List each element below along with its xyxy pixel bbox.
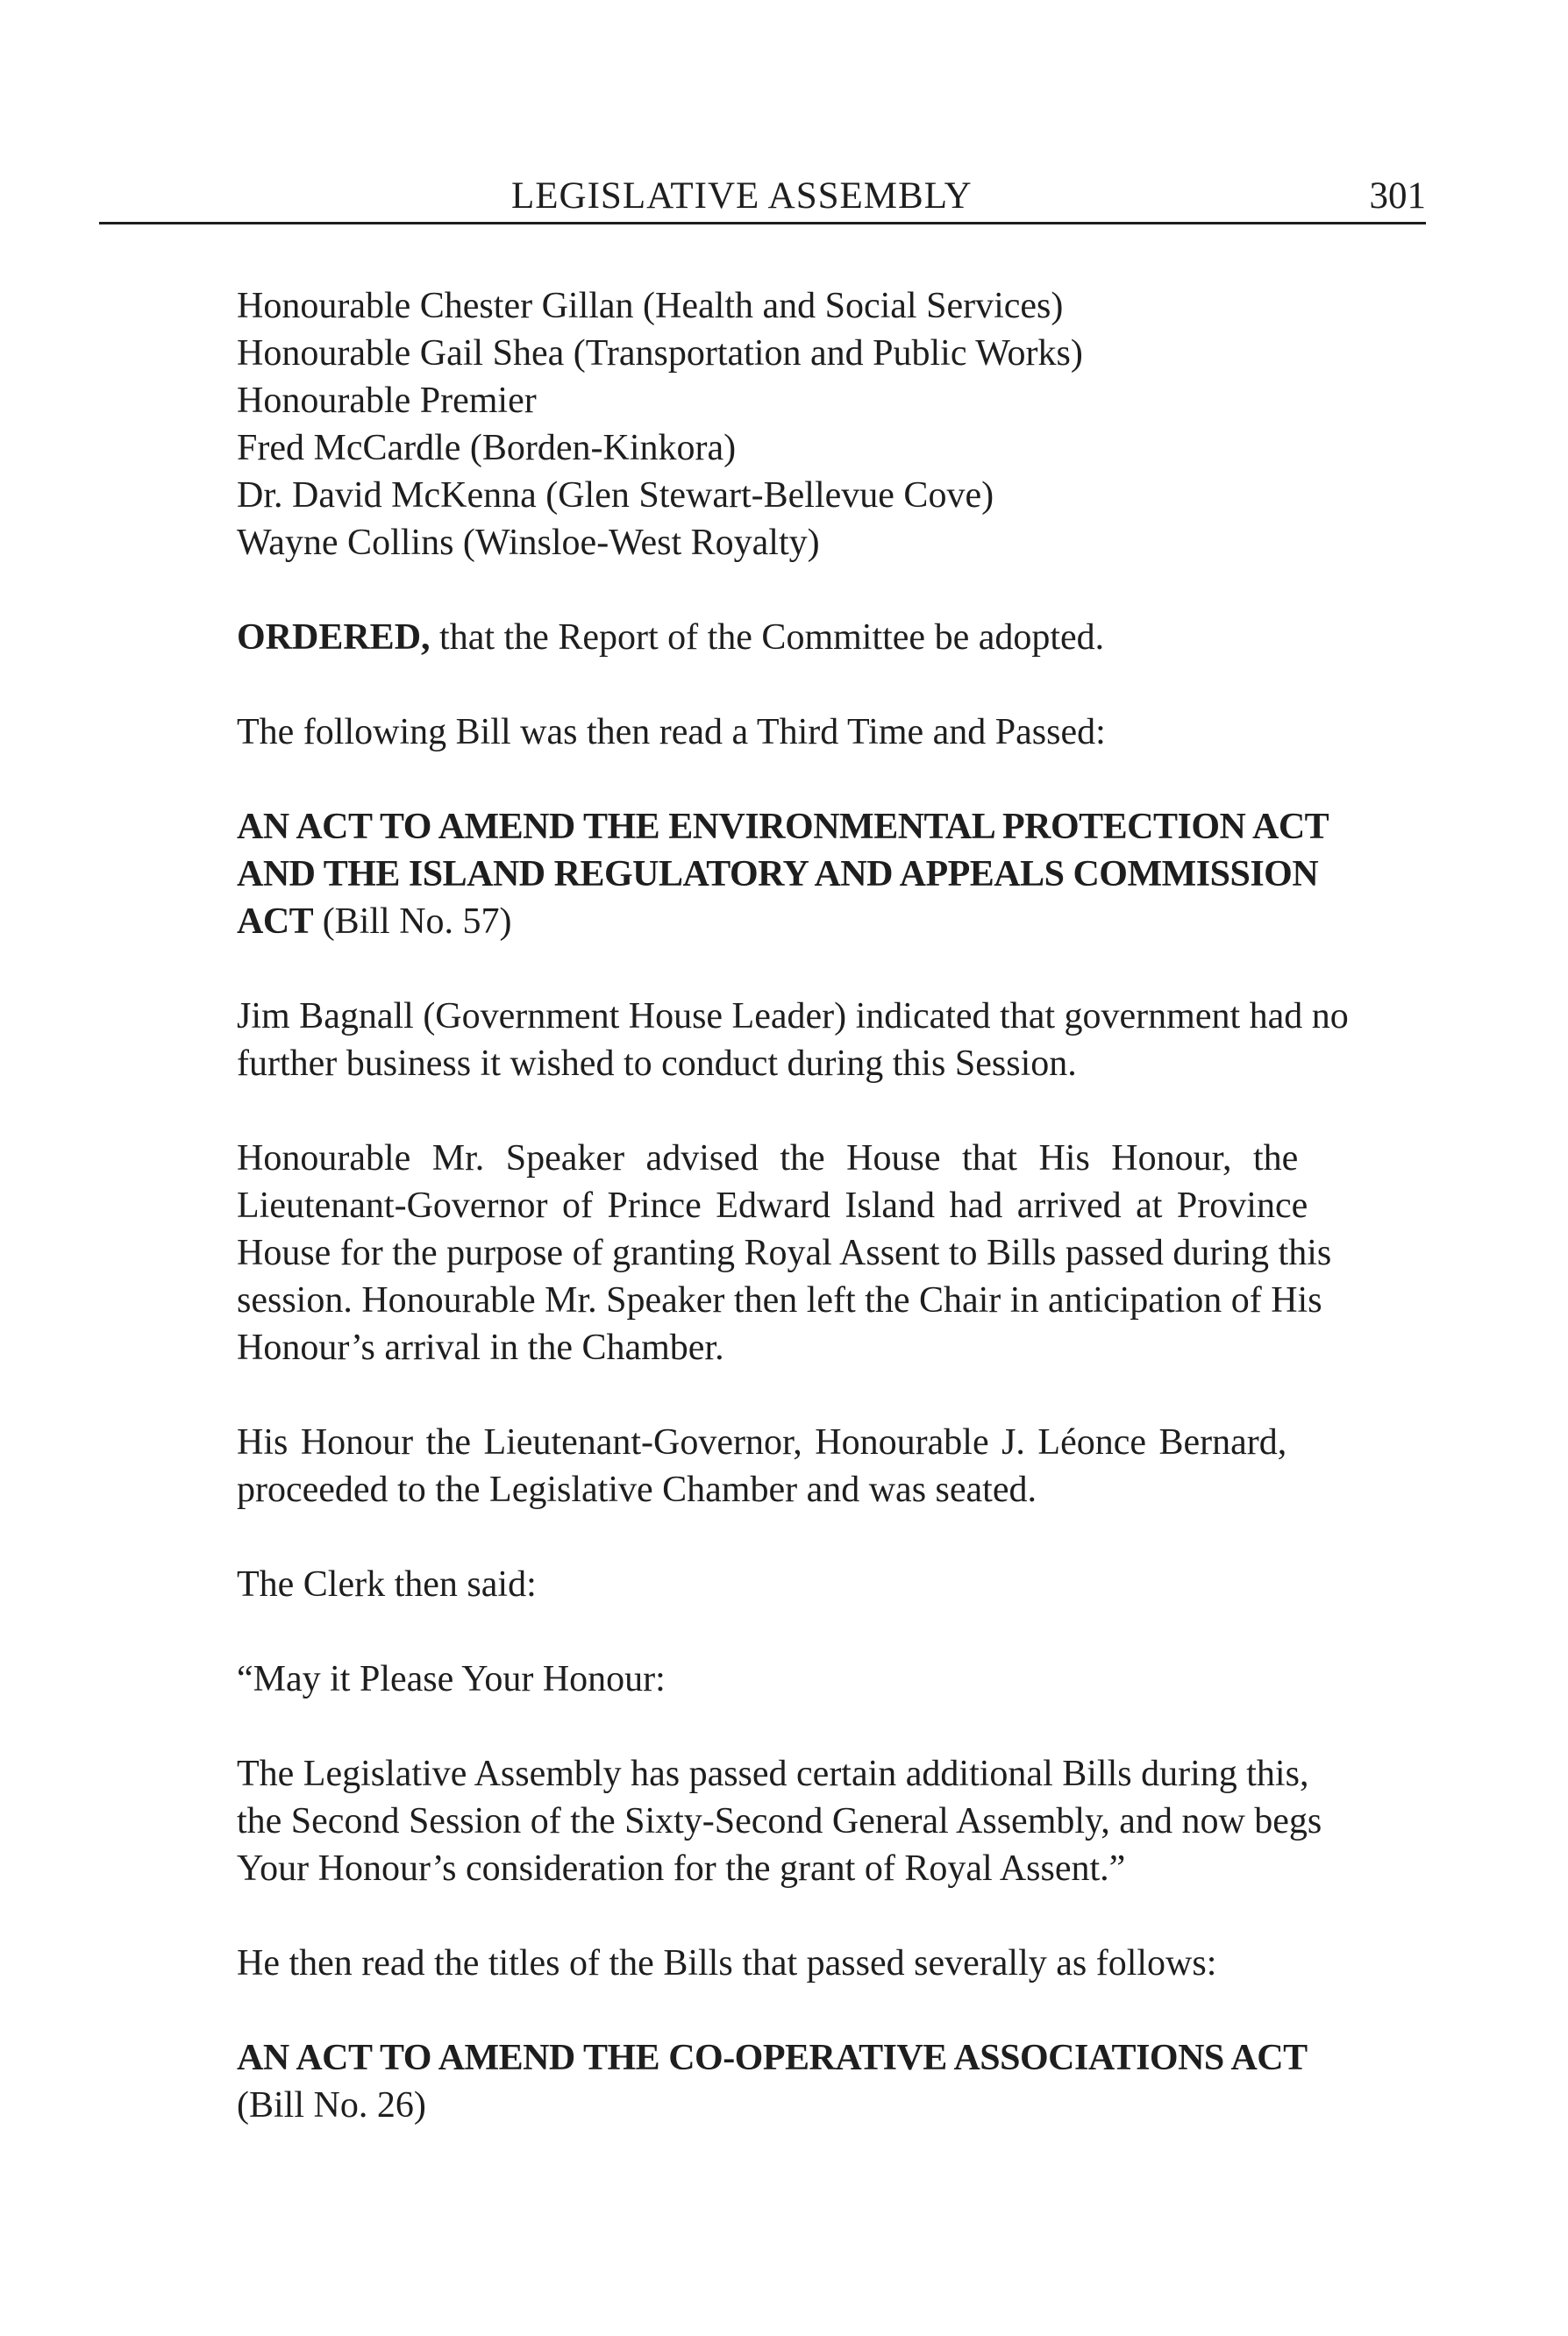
ordered-text: that the Report of the Committee be adopted. bbox=[430, 617, 1105, 658]
page-number: 301 bbox=[1369, 175, 1426, 217]
member-line: Wayne Collins (Winsloe-West Royalty) bbox=[237, 523, 820, 563]
bill-title-line: ACT bbox=[237, 901, 314, 942]
assembly-passed-paragraph: The Legislative Assembly has passed certain additional Bills during this, the Second Session of the Sixty-Second General Assembly, and now begs Your Honour’s consideration for the grant of Royal Assent.” bbox=[237, 1754, 1322, 1889]
bill-number: (Bill No. 26) bbox=[237, 2085, 426, 2126]
member-line: Honourable Premier bbox=[237, 381, 537, 421]
member-line: Honourable Chester Gillan (Health and Social Services) bbox=[237, 286, 1064, 326]
speaker-paragraph: Honourable Mr. Speaker advised the House that His Honour, the Lieutenant-Governor of Prince Edward Island had arrived at Province House for the purpose of granting Royal Assent to Bills passed during this session. Honourable Mr. Speaker then left the Chair in anticipation of His Honour’s arrival in the Chamber. bbox=[237, 1138, 1332, 1368]
bill-title-line: AN ACT TO AMEND THE ENVIRONMENTAL PROTECTION ACT bbox=[237, 807, 1329, 847]
members-list bbox=[237, 282, 1426, 566]
page-header bbox=[99, 174, 1426, 224]
bill-number: (Bill No. 57) bbox=[313, 901, 512, 942]
bill-title-line: AN ACT TO AMEND THE CO-OPERATIVE ASSOCIATIONS ACT bbox=[237, 2038, 1308, 2078]
bill-57-title bbox=[237, 803, 1426, 945]
document-body bbox=[237, 282, 1426, 2129]
member-line: Dr. David McKenna (Glen Stewart-Bellevue Cove) bbox=[237, 475, 994, 516]
member-line: Honourable Gail Shea (Transportation and Public Works) bbox=[237, 333, 1083, 374]
header-rule bbox=[99, 222, 1426, 224]
third-reading-intro: The following Bill was then read a Third Time and Passed: bbox=[237, 712, 1106, 752]
running-head: LEGISLATIVE ASSEMBLY bbox=[511, 175, 973, 217]
ordered-paragraph bbox=[237, 614, 1426, 661]
ordered-label: ORDERED, bbox=[237, 617, 431, 658]
bill-26-title bbox=[237, 2034, 1426, 2129]
bagnall-paragraph: Jim Bagnall (Government House Leader) indicated that government had no further business it wished to conduct during this Session. bbox=[237, 996, 1349, 1084]
member-line: Fred McCardle (Borden-Kinkora) bbox=[237, 428, 737, 468]
his-honour-paragraph: His Honour the Lieutenant-Governor, Honourable J. Léonce Bernard, proceeded to the Legislative Chamber and was seated. bbox=[237, 1422, 1287, 1510]
may-it-please: “May it Please Your Honour: bbox=[237, 1659, 666, 1699]
titles-intro: He then read the titles of the Bills that passed severally as follows: bbox=[237, 1943, 1217, 1983]
bill-title-line: AND THE ISLAND REGULATORY AND APPEALS COMMISSION bbox=[237, 854, 1319, 894]
clerk-said: The Clerk then said: bbox=[237, 1564, 537, 1605]
